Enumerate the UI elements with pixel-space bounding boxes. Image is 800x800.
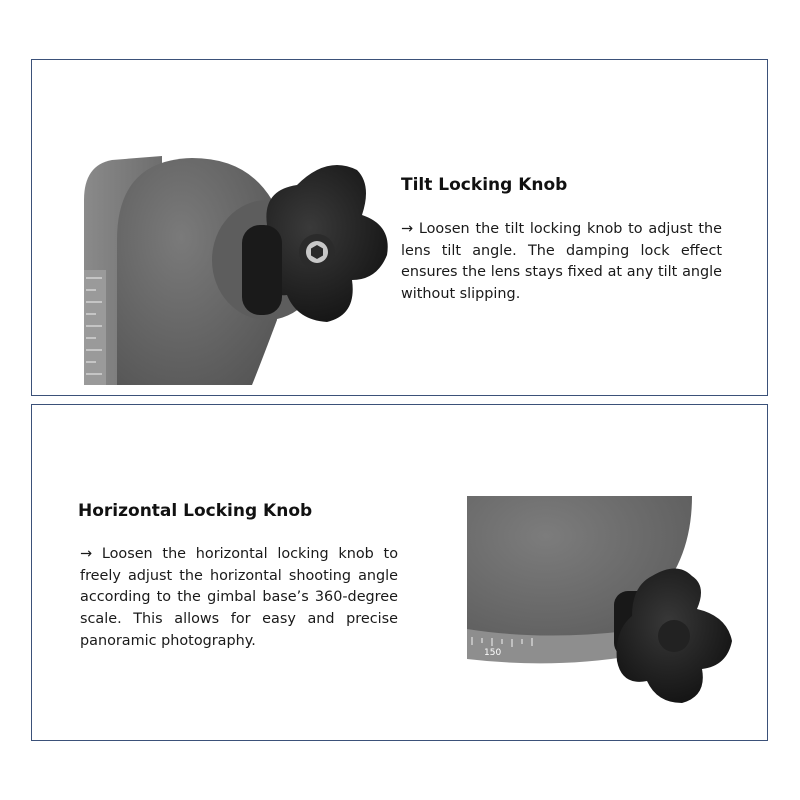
tilt-knob-title: Tilt Locking Knob xyxy=(401,175,568,195)
horizontal-knob-title: Horizontal Locking Knob xyxy=(78,501,313,521)
horizontal-knob-description: → Loosen the horizontal locking knob to freely adjust the horizontal shooting angle according to the gimbal base’s 360-degree scale. This allows for easy and precise panoramic photography. xyxy=(80,546,398,649)
tilt-knob-description: → Loosen the tilt locking knob to adjust the lens tilt angle. The damping lock effect ensures the lens stays fixed at any tilt angle without slipping. xyxy=(401,221,722,303)
tilt-knob-panel xyxy=(31,59,768,396)
horizontal-knob-photo xyxy=(452,491,752,711)
scale-label: 150 xyxy=(484,648,502,658)
tilt-knob-photo xyxy=(72,130,392,396)
horizontal-knob-panel xyxy=(31,404,768,741)
